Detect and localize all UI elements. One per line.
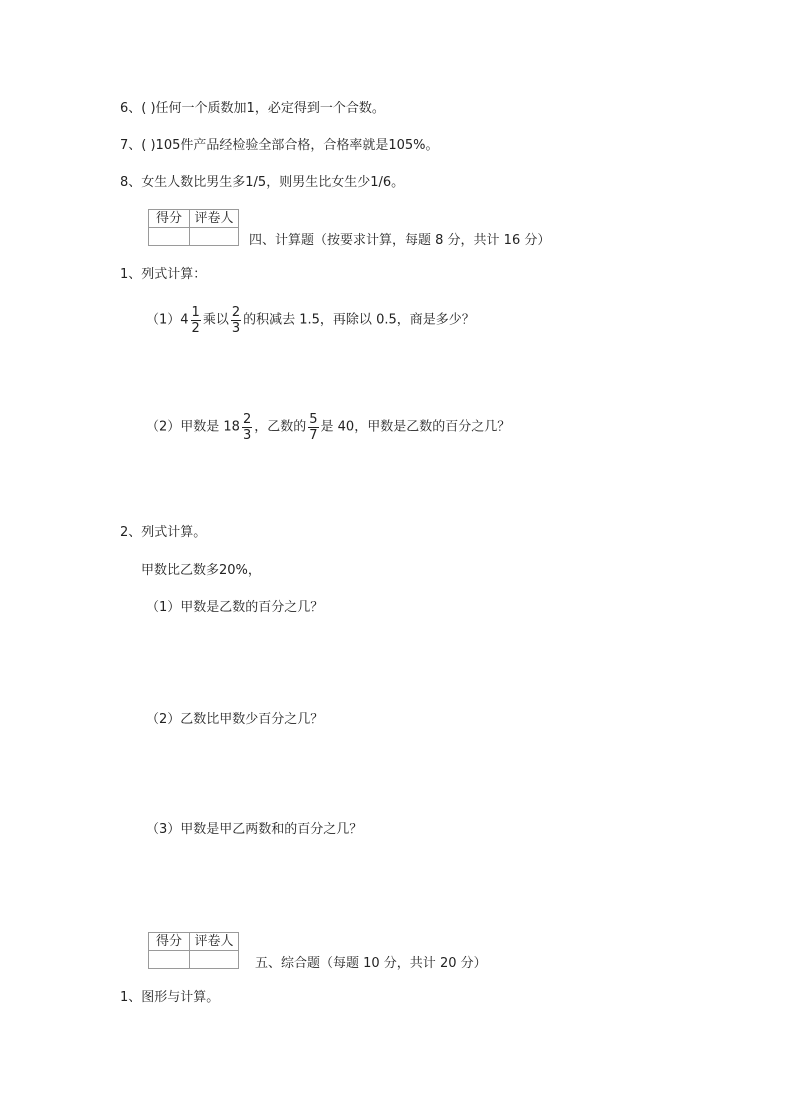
s4-q2-sub2: （2）乙数比甲数少百分之几？ — [146, 712, 324, 727]
sub2-prefix: （2）甲数是 18 — [146, 419, 240, 435]
s4-q1-sub2 — [146, 412, 510, 443]
fraction-2-3 — [242, 412, 252, 443]
frac-den: 2 — [191, 321, 200, 336]
question-8: 8、女生人数比男生多1/5，则男生比女生少1/6。 — [120, 175, 405, 190]
section-5-title: 五、综合题（每题 10 分，共计 20 分） — [255, 956, 487, 971]
s4-q2-sub1: （1）甲数是乙数的百分之几？ — [146, 600, 324, 615]
frac-num: 2 — [231, 305, 241, 320]
fraction-1-2 — [191, 305, 201, 336]
s4-q2-given: 甲数比乙数多20%， — [141, 563, 261, 578]
score-cell[interactable] — [149, 951, 190, 969]
s4-q2-sub3: （3）甲数是甲乙两数和的百分之几？ — [146, 822, 363, 837]
score-cell[interactable] — [149, 228, 190, 246]
score-label: 得分 — [149, 210, 190, 228]
frac-den: 3 — [231, 321, 241, 336]
s5-q1-title: 1、图形与计算。 — [120, 990, 220, 1005]
grader-cell[interactable] — [190, 951, 239, 969]
fraction-2-3 — [231, 305, 241, 336]
frac-num: 5 — [309, 412, 318, 427]
score-box-section5 — [148, 932, 239, 969]
grader-cell[interactable] — [190, 228, 239, 246]
frac-den: 7 — [309, 428, 318, 443]
score-label: 得分 — [149, 933, 190, 951]
sub1-mid: 乘以 — [202, 312, 229, 328]
sub1-suffix: 的积减去 1.5，再除以 0.5，商是多少？ — [243, 312, 475, 328]
section-4-title: 四、计算题（按要求计算，每题 8 分，共计 16 分） — [249, 233, 551, 248]
sub1-prefix: （1）4 — [146, 312, 189, 328]
sub2-mid: ，乙数的 — [254, 419, 307, 435]
frac-num: 2 — [242, 412, 252, 427]
s4-q2-title: 2、列式计算。 — [120, 525, 207, 540]
s4-q1-sub1 — [146, 305, 475, 336]
s4-q1-title: 1、列式计算： — [120, 267, 207, 282]
sub2-suffix: 是 40，甲数是乙数的百分之几？ — [320, 419, 511, 435]
frac-num: 1 — [191, 305, 200, 320]
grader-label: 评卷人 — [190, 933, 239, 951]
question-7: 7、( )105件产品经检验全部合格，合格率就是105%。 — [120, 138, 439, 153]
grader-label: 评卷人 — [190, 210, 239, 228]
fraction-5-7 — [308, 412, 318, 443]
question-6: 6、( )任何一个质数加1，必定得到一个合数。 — [120, 101, 385, 116]
frac-den: 3 — [242, 428, 252, 443]
score-box-section4 — [148, 209, 239, 246]
